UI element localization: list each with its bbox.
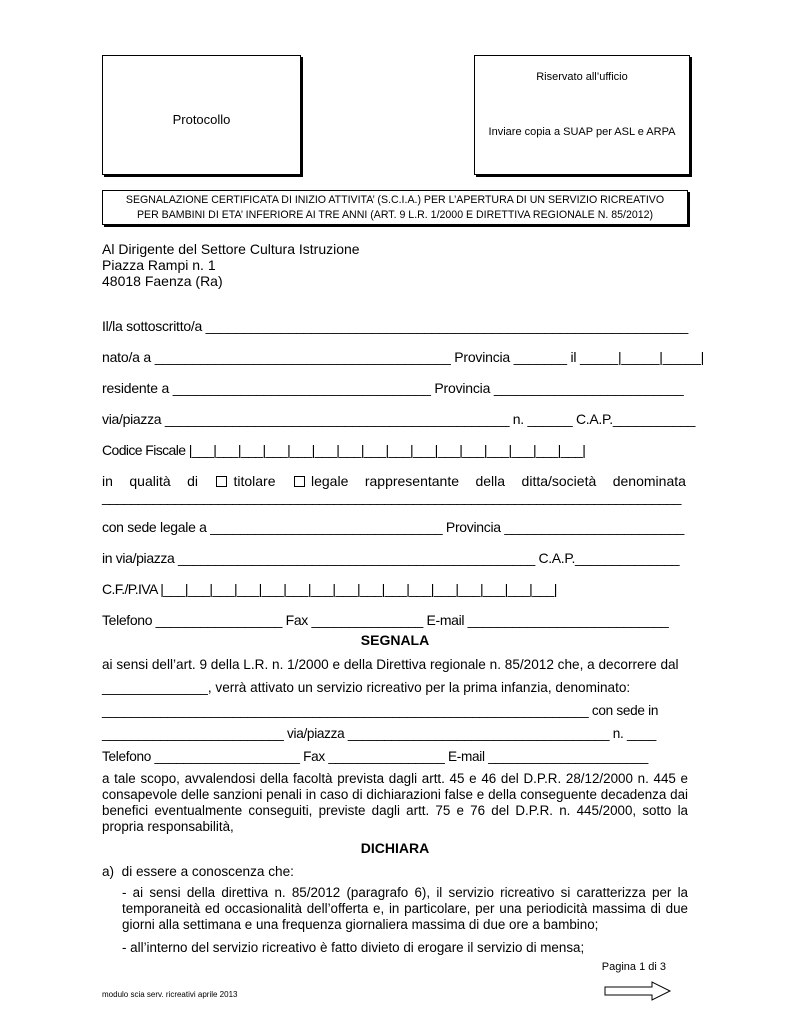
recipient-line-2: Piazza Rampi n. 1 — [102, 257, 216, 273]
segnala-line-1: ai sensi dell’art. 9 della L.R. n. 1/2000 e della Direttiva regionale n. 85/2012 che, a decorrere dal — [102, 657, 679, 672]
dichiara-item-a: a) di essere a conoscenza che: — [102, 864, 294, 879]
owner-checkbox[interactable] — [216, 476, 227, 487]
company-contacts-field[interactable]: Telefono _________________ Fax _______________ E-mail ___________________________ — [102, 612, 669, 628]
capacity-word-quality: qualità — [129, 473, 171, 489]
protocol-label: Protocollo — [172, 112, 231, 127]
arrow-right-icon[interactable] — [604, 981, 672, 1001]
address-field[interactable]: via/piazza ______________________________________________ n. ______ C.A.P.___________ — [102, 411, 696, 427]
module-label: modulo scia serv. ricreativi aprile 2013 — [102, 990, 238, 999]
capacity-word-of-the: della — [475, 473, 506, 489]
legal-representative-checkbox[interactable] — [294, 476, 305, 487]
dichiara-bullet-2: - all’interno del servizio ricreativo è fatto divieto di erogare il servizio di mensa; — [122, 940, 585, 955]
dichiara-heading: DICHIARA — [360, 840, 430, 856]
capacity-word-representative: rappresentante — [364, 473, 460, 489]
office-box — [474, 55, 690, 175]
company-name-field[interactable]: ________________________________________________________________________________ — [102, 489, 681, 505]
capacity-word-named: denominata — [612, 473, 686, 489]
segnala-paragraph: a tale scopo, avvalendosi della facoltà prevista dagli artt. 45 e 46 del D.P.R. 28/12/2000 n. 445 e consapevole delle sanzioni penali in caso di dichiarazioni false e della conseguente decadenza dai benefici eventualmente conseguiti, previste dagli artt. 75 e 76 del D.P.R. n. 445/2000, sotto la propria responsabilità, — [102, 771, 688, 834]
office-copy-note: Inviare copia a SUAP per ASL e ARPA — [488, 126, 676, 138]
legal-label: legale — [310, 473, 349, 489]
recipient-line-1: Al Dirigente del Settore Cultura Istruzione — [102, 241, 360, 257]
fiscal-code-field[interactable]: Codice Fiscale |___|___|___|___|___|___|___|___|___|___|___|___|___|___|___|___| — [102, 442, 586, 458]
service-address-field[interactable]: _________________________ via/piazza ____________________________________ n. ____ — [102, 726, 657, 741]
service-name-field[interactable]: ___________________________________________________________________ con sede in — [102, 703, 659, 718]
start-date-field[interactable]: ______________, verrà attivato un servizio ricreativo per la prima infanzia, denominato: — [102, 680, 631, 695]
office-reserved-label: Riservato all’ufficio — [536, 71, 628, 83]
page-number: Pagina 1 di 3 — [601, 961, 666, 973]
title-line-1: SEGNALAZIONE CERTIFICATA DI INIZIO ATTIVITA’ (S.C.I.A.) PER L’APERTURA DI UN SERVIZIO RICREATIVO — [125, 194, 665, 206]
vat-field[interactable]: C.F./P.IVA |___|___|___|___|___|___|___|___|___|___|___|___|___|___|___|___| — [102, 581, 557, 597]
birth-field[interactable]: nato/a a _______________________________________ Provincia _______ il _____|_____|_____| — [102, 349, 705, 365]
undersigned-field[interactable]: Il/la sottoscritto/a ________________________________________________________________ — [102, 318, 688, 334]
capacity-word-in: in — [102, 473, 113, 489]
dichiara-bullet-1: - ai sensi della direttiva n. 85/2012 (paragrafo 6), il servizio ricreativo si caratterizza per la temporaneità ed occasionalità dell’offerta e, in particolare, per una periodicità massima di due giorni alla settimana e una frequenza giornaliera massima di due ore a bambino; — [122, 885, 688, 932]
title-box — [102, 190, 688, 225]
service-contacts-field[interactable]: Telefono ____________________ Fax ________________ E-mail ______________________ — [102, 749, 648, 764]
seat-address-field[interactable]: in via/piazza ________________________________________________ C.A.P.______________ — [102, 550, 680, 566]
capacity-word-company: ditta/società — [521, 473, 597, 489]
owner-label: titolare — [233, 473, 276, 489]
title-line-2: PER BAMBINI DI ETA’ INFERIORE AI TRE ANNI (ART. 9 L.R. 1/2000 E DIRETTIVA REGIONALE N. 85/2012) — [136, 209, 654, 221]
protocol-box — [102, 55, 301, 175]
legal-seat-field[interactable]: con sede legale a _______________________________ Provincia ________________________ — [102, 519, 685, 535]
segnala-heading: SEGNALA — [360, 632, 430, 648]
recipient-line-3: 48018 Faenza (Ra) — [102, 273, 223, 289]
capacity-word-of: di — [187, 473, 199, 489]
residence-field[interactable]: residente a __________________________________ Provincia _________________________ — [102, 380, 684, 396]
